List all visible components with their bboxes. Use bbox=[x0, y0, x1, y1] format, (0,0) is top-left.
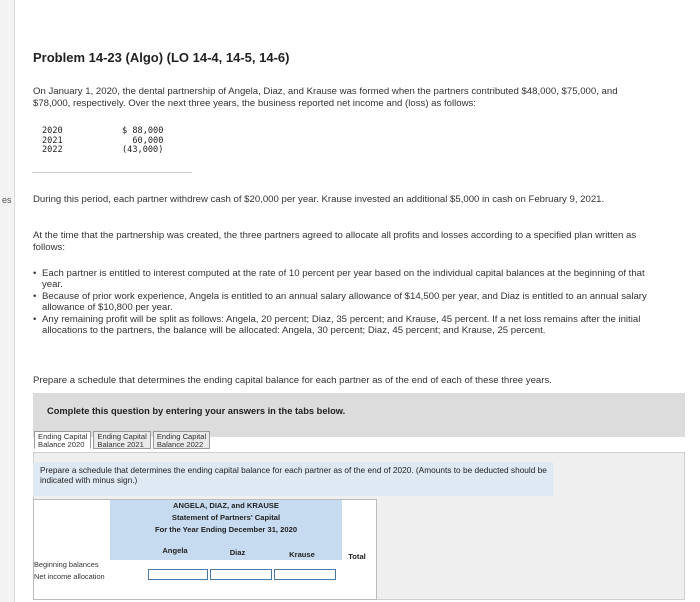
tab-label-line1: Ending Capital bbox=[156, 432, 207, 441]
income-amount: 60,000 bbox=[132, 135, 164, 146]
income-amount: (43,000) bbox=[122, 145, 164, 155]
row-label-beginning-balances: Beginning balances bbox=[34, 560, 99, 569]
left-margin-strip bbox=[0, 0, 15, 602]
tab-ending-capital-2021[interactable] bbox=[93, 431, 150, 449]
withdraw-paragraph: During this period, each partner withdrew cash of $20,000 per year. Krause invested an additional $5,000 in cash on February 9, 2021. bbox=[33, 194, 605, 205]
bullet-icon: • bbox=[33, 291, 37, 302]
row-label-net-income-allocation: Net income allocation bbox=[34, 572, 105, 581]
tab-label-line2: Balance 2022 bbox=[156, 440, 204, 450]
income-year: 2020 bbox=[42, 126, 63, 136]
tab-ending-capital-2022[interactable] bbox=[153, 431, 210, 449]
tab-bar bbox=[34, 431, 212, 449]
krause-net-income-input[interactable] bbox=[274, 569, 336, 580]
divider bbox=[32, 172, 192, 173]
tab-label-line1: Ending Capital bbox=[97, 432, 147, 441]
tab-ending-capital-2020[interactable] bbox=[34, 431, 91, 449]
schedule-statement: Statement of Partners' Capital bbox=[110, 512, 342, 524]
intro-paragraph: On January 1, 2020, the dental partnership of Angela, Diaz, and Krause was formed when the partners contributed $48,000, $75,000, and $78,000, respectively. Over the next three years, the business reported net income and (loss) as follows: bbox=[33, 86, 618, 109]
schedule-period: For the Year Ending December 31, 2020 bbox=[110, 524, 342, 536]
angela-net-income-input[interactable] bbox=[148, 569, 208, 580]
income-table bbox=[32, 127, 163, 156]
complete-instruction: Complete this question by entering your answers in the tabs below. bbox=[47, 406, 346, 416]
column-header-krause: Krause bbox=[289, 550, 315, 559]
income-row bbox=[32, 146, 163, 156]
income-year: 2022 bbox=[42, 145, 63, 155]
list-item bbox=[33, 314, 653, 336]
schedule-company: ANGELA, DIAZ, and KRAUSE bbox=[110, 500, 342, 512]
bullet-text: Any remaining profit will be split as follows: Angela, 20 percent; Diaz, 35 percent; and Krause, 45 percent. If a net loss remains after the initial allocations to the partners, the balance will be allocated: Angela, 30 percent; Diaz, 45 percent; and Krause, 25 percent. bbox=[42, 314, 641, 336]
diaz-net-income-input[interactable] bbox=[210, 569, 272, 580]
tab-label-line2: Balance 2021 bbox=[97, 440, 144, 450]
bullet-icon: • bbox=[33, 314, 37, 325]
left-margin-text: es bbox=[2, 195, 12, 205]
list-item bbox=[33, 268, 653, 290]
column-header-total: Total bbox=[348, 552, 366, 561]
tab-label-line1: Ending Capital bbox=[38, 432, 88, 441]
plan-bullet-list bbox=[33, 268, 653, 337]
problem-title: Problem 14-23 (Algo) (LO 14-4, 14-5, 14-6) bbox=[33, 50, 290, 65]
column-header-diaz: Diaz bbox=[229, 548, 246, 557]
plan-intro-paragraph: At the time that the partnership was created, the three partners agreed to allocate all profits and losses according to a specified plan written as follows: bbox=[33, 230, 637, 253]
bullet-text: Each partner is entitled to interest computed at the rate of 10 percent per year based on the individual capital balances at the beginning of that year. bbox=[42, 268, 645, 290]
column-header-angela: Angela bbox=[162, 546, 188, 555]
tab-label-line2: Balance 2020 bbox=[38, 440, 85, 450]
bullet-text: Because of prior work experience, Angela is entitled to an annual salary allowance of $14,500 per year, and Diaz is entitled to an annual salary allowance of $10,800 per year. bbox=[42, 291, 647, 313]
bullet-icon: • bbox=[33, 268, 37, 279]
instruction-box bbox=[33, 462, 553, 496]
income-amount: $ 88,000 bbox=[122, 126, 164, 136]
list-item bbox=[33, 291, 653, 313]
instruction-text: Prepare a schedule that determines the ending capital balance for each partner as of the end of 2020. (Amounts to be deducted should be indicated with minus sign.) bbox=[40, 465, 547, 485]
income-year: 2021 bbox=[42, 135, 63, 146]
prepare-paragraph: Prepare a schedule that determines the ending capital balance for each partner as of the end of each of these three years. bbox=[33, 375, 552, 386]
